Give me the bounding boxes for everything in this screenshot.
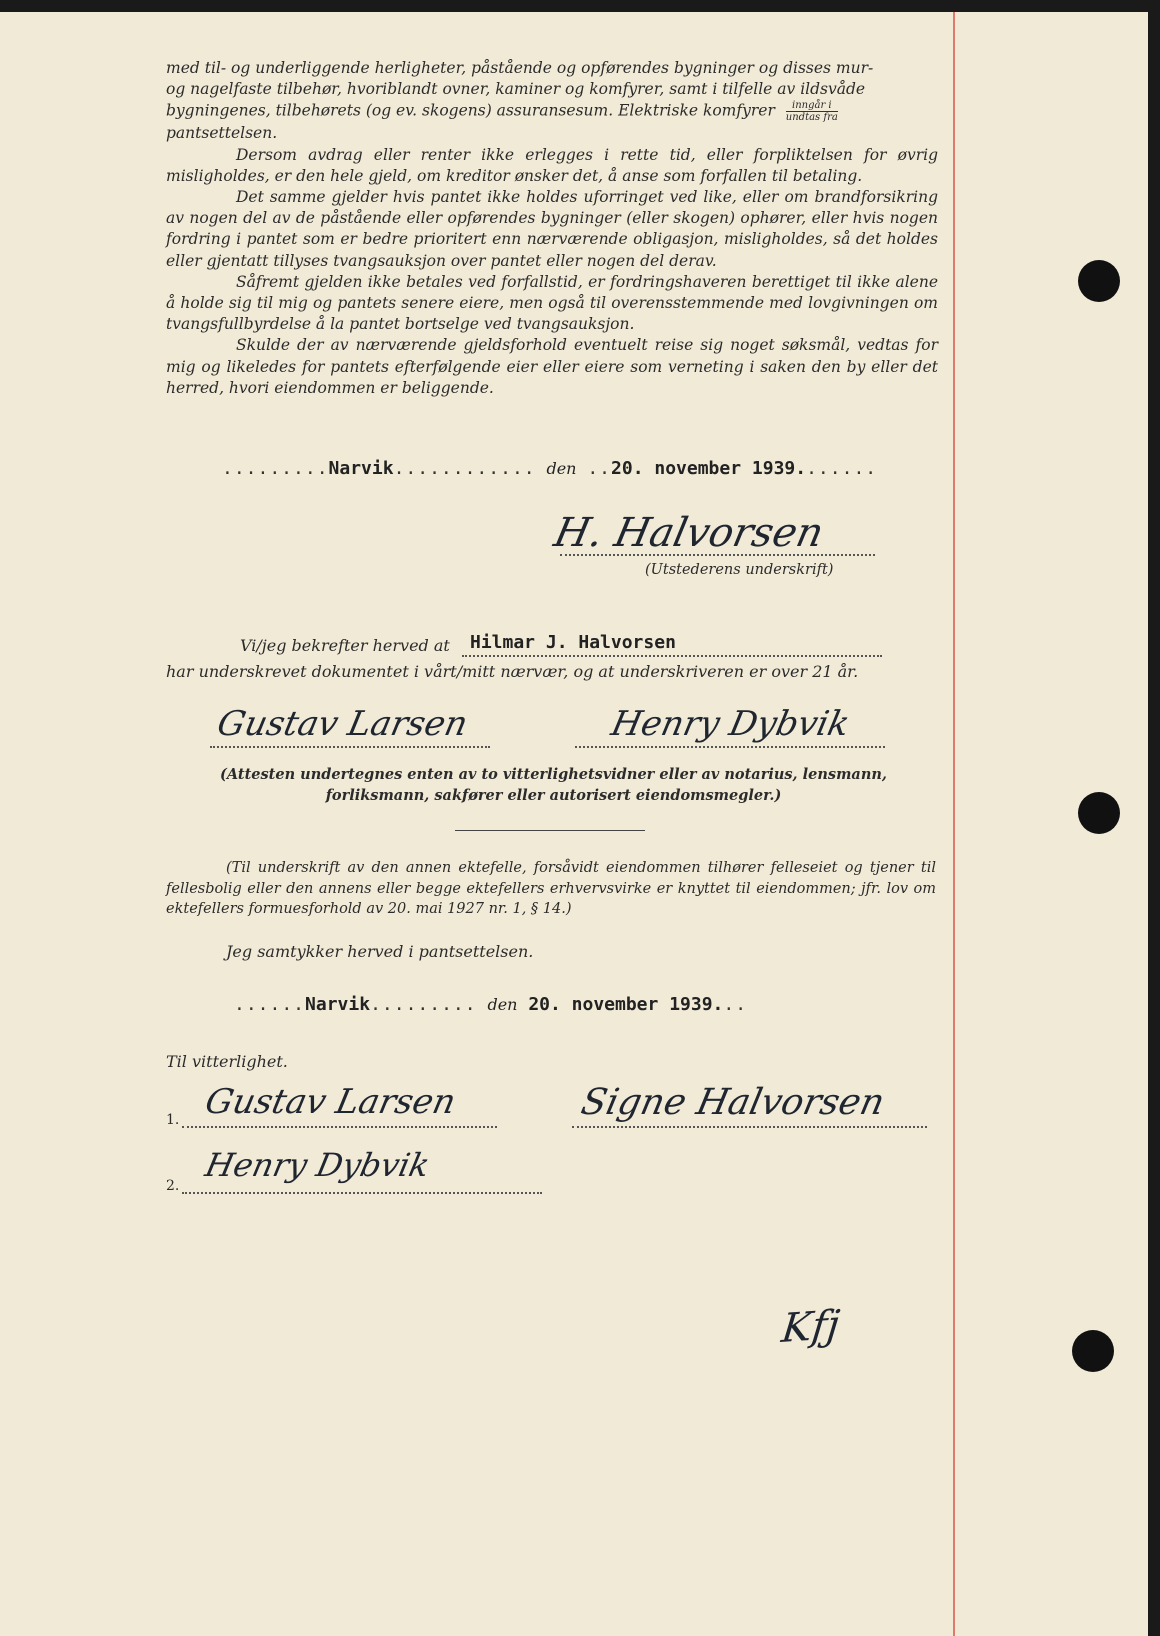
witness-line: [210, 746, 490, 748]
frac-bottom: undtas fra: [785, 112, 838, 124]
initials-mark: Kfj: [779, 1302, 842, 1352]
clause-line: [166, 100, 938, 123]
witness-number: 1.: [166, 1112, 180, 1128]
spouse-signature: Signe Halvorsen: [577, 1082, 889, 1123]
divider: [455, 830, 645, 831]
signature-caption: (Utstederens underskrift): [645, 562, 834, 578]
clause-text: bygningenes, tilbehørets (og ev. skogens) assuransesum. Elektriske komfyrer: [166, 101, 775, 120]
spouse-note: (Til underskrift av den annen ektefelle, forsåvidt eiendommen tilhører felleseiet og tjener til fellesbolig eller den annens eller begge ektefellers erhvervsvirke er knyttet til eiendommen; jfr. lov om ektefellers formuesforhold av 20. mai 1927 nr. 1, § 14.): [166, 860, 936, 917]
den-label: den: [546, 459, 577, 478]
witness-signature: Gustav Larsen: [213, 704, 472, 744]
clause-line: med til- og underliggende herligheter, påstående og opførendes bygninger og disses mur-: [166, 59, 874, 77]
punch-hole: [1072, 1330, 1114, 1372]
witness-line: [575, 746, 885, 748]
consent-text: Jeg samtykker herved i pantsettelsen.: [226, 942, 534, 961]
witness-signature: Henry Dybvik: [201, 1146, 433, 1184]
margin-line: [953, 12, 955, 1636]
signature-line: [560, 554, 875, 556]
spouse-place: Narvik: [305, 994, 371, 1015]
clause-line: og nagelfaste tilbehør, hvoriblandt ovner, kaminer og komfyrer, samt i tilfelle av ildsvåde: [166, 80, 866, 99]
spouse-date: 20. november 1939.: [528, 994, 724, 1015]
witness-signature: Gustav Larsen: [201, 1082, 460, 1122]
mortgage-clauses: [166, 58, 938, 399]
clause-paragraph: Det samme gjelder hvis pantet ikke holdes uforringet ved like, eller om brandforsikring av nogen del av de påstående eller opførendes bygninger (eller skogen) ophører, eller hvis nogen fordring i pantet som er bedre prioritert enn nærværende obligasjon, misligholdes, så det holdes eller gjentatt tillyses tvangsauksjon over pantet eller nogen del derav.: [166, 188, 938, 270]
issuer-place: Narvik: [328, 458, 394, 479]
spouse-line: [572, 1126, 927, 1128]
choice-fraction: [786, 100, 838, 123]
clause-paragraph: Dersom avdrag eller renter ikke erlegges i rette tid, eller forpliktelsen for øvrig misligholdes, er den hele gjeld, om kreditor ønsker det, å anse som forfallen til betaling.: [166, 145, 938, 185]
witness-signature: Henry Dybvik: [607, 704, 854, 744]
issuer-date-line: .........Narvik............ den ..20. november 1939.......: [222, 458, 878, 479]
issuer-signature: H. Halvorsen: [550, 510, 828, 556]
attestation-note: (Attesten undertegnes enten av to vitterlighetsvidner eller av notarius, lensmann, forliksmann, sakfører eller autorisert eiendomsmegler.): [220, 766, 887, 804]
spouse-date-line: ......Narvik......... den 20. november 1939...: [234, 994, 748, 1015]
witness-heading: Til vitterlighet.: [166, 1052, 288, 1071]
punch-hole: [1078, 792, 1120, 834]
witness-line: [182, 1192, 542, 1194]
clause-paragraph: Såfremt gjelden ikke betales ved forfallstid, er fordringshaveren berettiget til ikke alene å holde sig til mig og pantets senere eiere, men også til overensstemmende med lovgivningen om tvangsfullbyrdelse å la pantet bortselge ved tvangsauksjon.: [166, 272, 938, 334]
signer-name: Hilmar J. Halvorsen: [470, 632, 676, 653]
issuer-date: 20. november 1939.: [611, 458, 807, 479]
witness-number: 2.: [166, 1178, 180, 1194]
den-label: den: [487, 995, 518, 1014]
clause-line: pantsettelsen.: [166, 124, 278, 143]
document-page: [0, 12, 1148, 1636]
clause-paragraph: Skulde der av nærværende gjeldsforhold eventuelt reise sig noget søksmål, vedtas for mig og likeledes for pantets efterfølgende eier eller eiere som verneting i saken den by eller det herred, hvori eiendommen er beliggende.: [166, 336, 938, 397]
punch-hole: [1078, 260, 1120, 302]
attestation-line: har underskrevet dokumentet i vårt/mitt nærvær, og at underskriveren er over 21 år.: [166, 662, 859, 681]
attestation-intro: Vi/jeg bekrefter herved at: [240, 636, 450, 655]
frac-top: inngår i: [786, 100, 838, 112]
witness-line: [182, 1126, 497, 1128]
name-line: [462, 655, 882, 657]
